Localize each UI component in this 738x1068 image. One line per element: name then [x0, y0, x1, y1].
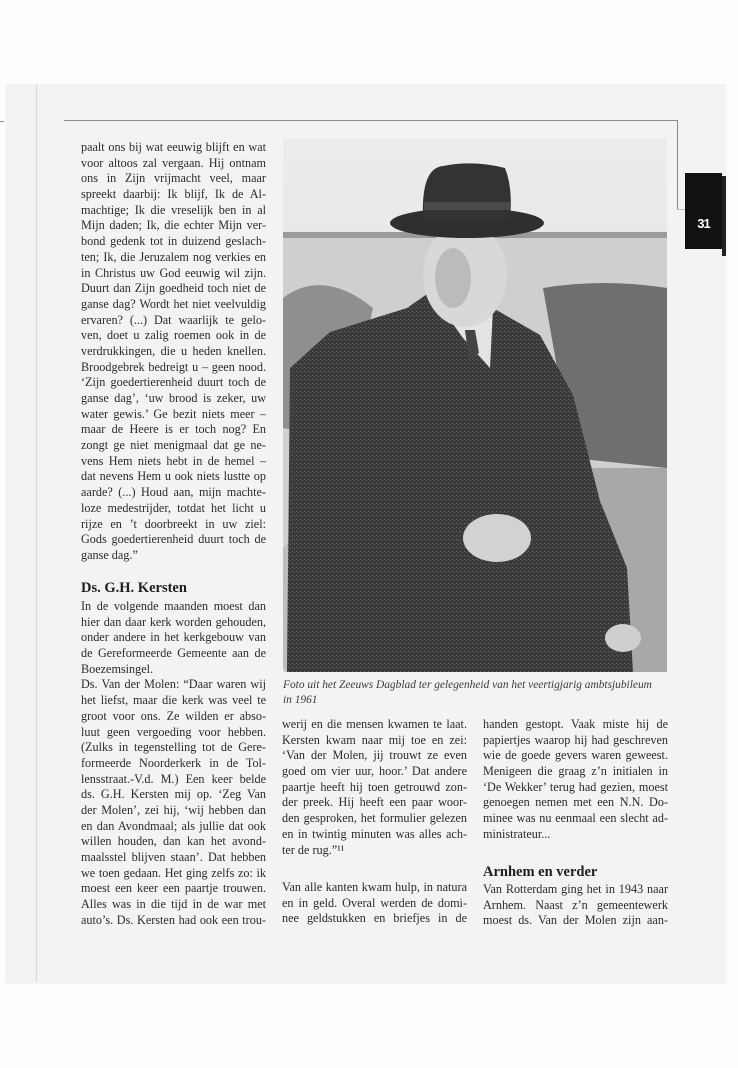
text-line: Kersten kwam naar mij toe en zei: [282, 732, 467, 747]
photo-caption [283, 678, 673, 708]
page-number-tab [685, 173, 722, 249]
text-line: ter de rug.”¹¹ [282, 842, 345, 857]
portrait-photo [283, 138, 667, 672]
text-line: zongt ge niet menigmaal dat ge ne- [81, 438, 266, 453]
text-line: ‘De Wekker’ terug had gezien, moest [483, 779, 668, 794]
text-line: vens Hem niets hebt in de hemel – [81, 453, 266, 468]
text-line: Broodgebrek bedreigt u – geen nood. [81, 359, 266, 374]
text-line: en dan Avondmaal; als jullie dat ook [81, 818, 266, 833]
text-line: we toen gedaan. Het ging zelfs zo: ik [81, 865, 266, 880]
text-line: aarde? (...) Houd aan, mijn machte- [81, 485, 266, 500]
text-line: handen gestopt. Vaak miste hij de [483, 717, 668, 731]
text-line: luut geen vergoeding voor hebben. [81, 724, 266, 739]
text-line: (Zulks in tegenstelling tot de Gere- [81, 740, 266, 755]
text-line: goed om vier uur, hoor.’ Dat andere [282, 764, 467, 779]
text-line: ven, doet u zalig roemen ook in de [81, 328, 266, 343]
text-line: nee geldstukken en briefjes in de [282, 911, 467, 926]
text-line: ‘Van der Molen, jij trouwt ze even [282, 748, 467, 763]
text-line: papiertjes waarop hij had geschreven [483, 732, 668, 747]
text-line: maar de Heere is er toch nog? En [81, 422, 266, 437]
text-line: den gesproken, het formulier gelezen [282, 811, 467, 826]
text-line: moest ds. Van der Molen zijn aan- [483, 913, 668, 928]
text-line: hier dan daar kerk worden gehouden, [81, 614, 266, 629]
text-line: de Gereformeerde Gemeente aan de [81, 646, 266, 661]
text-line: Alles was in die tijd in de war met [81, 897, 266, 912]
text-line: Van Rotterdam ging het in 1943 naar [483, 882, 668, 896]
text-line: In de volgende maanden moest dan [81, 599, 266, 613]
col2-block1 [282, 717, 467, 858]
text-line: en in geld. Overal werden de domi- [282, 895, 467, 910]
photo-hat-band [424, 202, 510, 210]
text-line: werij en die mensen kwamen te laat. [282, 717, 467, 731]
header-rule-vertical [677, 120, 678, 210]
text-line: Van alle kanten kwam hulp, in natura [282, 880, 467, 894]
text-line: Duurt dan Zijn goedheid toch niet de [81, 281, 266, 296]
col3-block1 [483, 717, 668, 843]
text-line: dat nevens Hem u ook niets lustte op [81, 469, 266, 484]
text-line: moest een keer een paartje trouwen. [81, 881, 266, 896]
text-line: verdrukkingen, die u heden knellen. [81, 343, 266, 358]
text-line: rijze en ’t doorbreekt in uw ziel: [81, 516, 266, 531]
text-line: Mijn daden; Ik, die echter Mijn ver- [81, 218, 266, 233]
caption-line: Foto uit het Zeeuws Dagblad ter gelegenheid van het veertigjarig ambtsjubileum [283, 679, 652, 691]
text-line: Gods goedertierenheid duurt toch de [81, 532, 266, 547]
col1-block1 [81, 140, 266, 564]
text-line: der Molen’, zei hij, ‘wij hebben dan [81, 802, 266, 817]
page-number: 31 [697, 216, 710, 231]
text-line: in Christus uw God eeuwig wil zijn. [81, 265, 266, 280]
text-line: onder andere in het kerkgebouw van [81, 630, 266, 645]
caption-line: in 1961 [283, 694, 318, 706]
text-line: loze medestrijder, totdat het licht u [81, 500, 266, 515]
section-heading-kersten: Ds. G.H. Kersten [81, 580, 187, 596]
text-line: ‘Zijn goedertierenheid duurt toch de [81, 375, 266, 390]
page-number-tab-edge [722, 176, 726, 256]
page-fold-line [36, 84, 37, 982]
col2-block2 [282, 880, 467, 927]
text-line: ganse dag.” [81, 547, 138, 562]
text-line: spreekt daarbij: Ik blijf, Ik de Al- [81, 187, 266, 202]
section-heading-arnhem: Arnhem en verder [483, 864, 598, 880]
col1-block2 [81, 599, 266, 928]
text-line: het liefst, maar die kerk was veel te [81, 693, 266, 708]
col3-block2 [483, 882, 668, 929]
text-line: der preek. Hij heeft een paar woor- [282, 795, 467, 810]
text-line: ds. G.H. Kersten mij op. ‘Zeg Van [81, 787, 266, 802]
text-line: water gewis.’ Ge bezit niets meer – [81, 406, 266, 421]
text-line: maalsstel blijven staan’. Dat hebben [81, 850, 266, 864]
text-line: minee was nu eenmaal een slecht ad- [483, 811, 668, 826]
photo-hand-right [605, 624, 641, 652]
text-line: Arnhem. Naast z’n gemeentewerk [483, 897, 668, 912]
text-line: formeerde Noorderkerk in de Tol- [81, 755, 266, 770]
text-line: Ds. Van der Molen: “Daar waren wij [81, 677, 266, 692]
text-line: ministrateur... [483, 826, 551, 841]
text-line: ervaren? (...) Dat waarlijk te gelo- [81, 312, 266, 327]
text-line: paartje heeft hij toen getrouwd zon- [282, 779, 467, 794]
text-line: machtige; Ik die vreselijk ben in al [81, 202, 266, 217]
text-line: voor altoos zal vergaan. Hij ontnam [81, 155, 266, 170]
text-line: wie de goede gevers waren geweest. [483, 748, 668, 763]
text-line: ganse dag? Wordt het niet veelvuldig [81, 296, 266, 311]
text-line: groot voor ons. Ze wilden er abso- [81, 708, 266, 723]
text-line: ten; Ik, die Jeruzalem nog verkies en [81, 249, 266, 264]
text-line: genoegen nemen met een N.N. Do- [483, 795, 668, 810]
photo-hand [463, 514, 531, 562]
text-line: willen houden, dan kan het avond- [81, 834, 266, 849]
text-line: ganse dag’, ‘uw brood is zeker, uw [81, 391, 266, 405]
text-line: Menigeen die graag z’n initialen in [483, 764, 668, 779]
text-line: lensstraat.-V.d. M.) Een keer belde [81, 771, 266, 786]
text-line: en in twintig minuten was alles ach- [282, 826, 467, 841]
facing-page-rule [0, 121, 4, 122]
text-line: auto’s. Ds. Kersten had ook een trou- [81, 912, 266, 927]
text-line: Boezemsingel. [81, 661, 154, 676]
text-line: paalt ons bij wat eeuwig blijft en wat [81, 140, 266, 154]
header-rule [64, 120, 678, 121]
text-line: bond gedenk tot in duizend geslach- [81, 234, 266, 249]
text-line: ons in Zijn vrijmacht veel, maar [81, 171, 266, 186]
